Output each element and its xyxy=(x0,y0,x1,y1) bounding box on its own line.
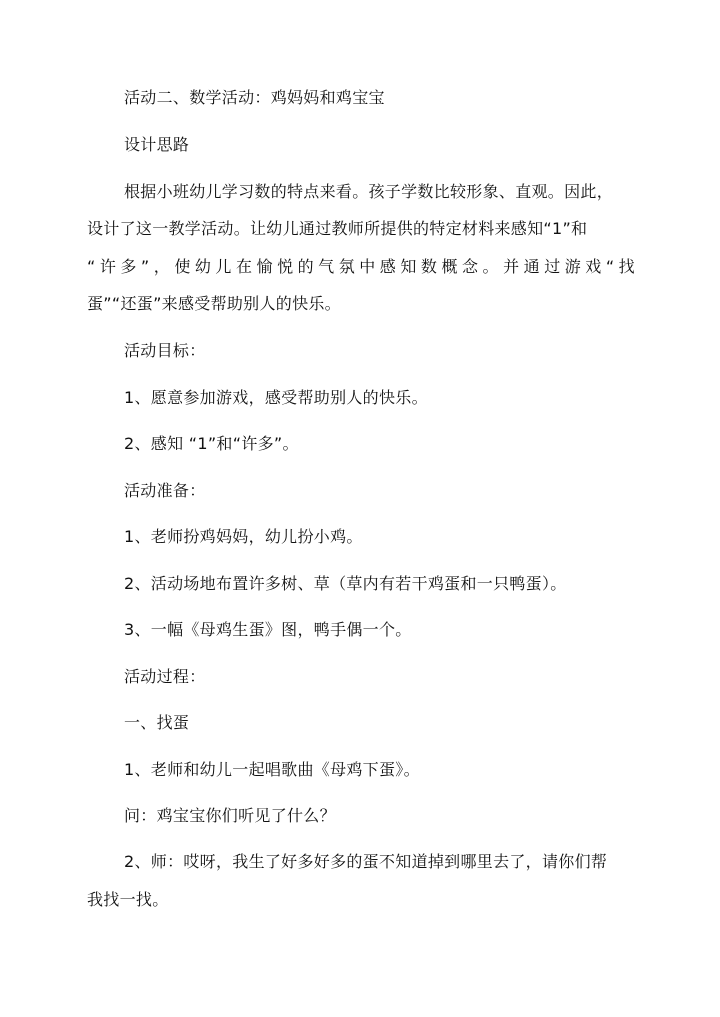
process-heading: 活动过程： xyxy=(124,667,206,686)
goal-item: 1、愿意参加游戏，感受帮助别人的快乐。 xyxy=(124,388,428,407)
design-heading: 设计思路 xyxy=(124,135,190,154)
design-para-line-1: 根据小班幼儿学习数的特点来看。孩子学数比较形象、直观。因此， xyxy=(124,182,614,201)
design-para-line-2: 设计了这一教学活动。让幼儿通过教师所提供的特定材料来感知“1”和 xyxy=(87,219,588,238)
prep-item: 2、活动场地布置许多树、草（草内有若干鸡蛋和一只鸭蛋）。 xyxy=(124,574,567,593)
prep-item: 3、一幅《母鸡生蛋》图，鸭手偶一个。 xyxy=(124,620,412,639)
goal-item: 2、感知 “1”和“许多”。 xyxy=(124,434,299,453)
prep-heading: 活动准备： xyxy=(124,481,206,500)
step-item: 2、师：哎呀，我生了好多好多的蛋不知道掉到哪里去了，请你们帮 xyxy=(124,852,608,871)
design-para-line-4: 蛋”“还蛋”来感受帮助别人的快乐。 xyxy=(87,294,341,313)
section-heading: 一、找蛋 xyxy=(124,713,190,732)
prep-item: 1、老师扮鸡妈妈，幼儿扮小鸡。 xyxy=(124,527,363,546)
goals-heading: 活动目标： xyxy=(124,341,206,360)
step-item: 1、老师和幼儿一起唱歌曲《母鸡下蛋》。 xyxy=(124,760,420,779)
activity-title: 活动二、数学活动：鸡妈妈和鸡宝宝 xyxy=(124,88,385,107)
step-item-continuation: 我找一找。 xyxy=(87,890,169,909)
question-line: 问：鸡宝宝你们听见了什么？ xyxy=(124,806,336,825)
design-para-line-3: “许多”，使幼儿在愉悦的气氛中感知数概念。并通过游戏“找 xyxy=(87,257,635,276)
